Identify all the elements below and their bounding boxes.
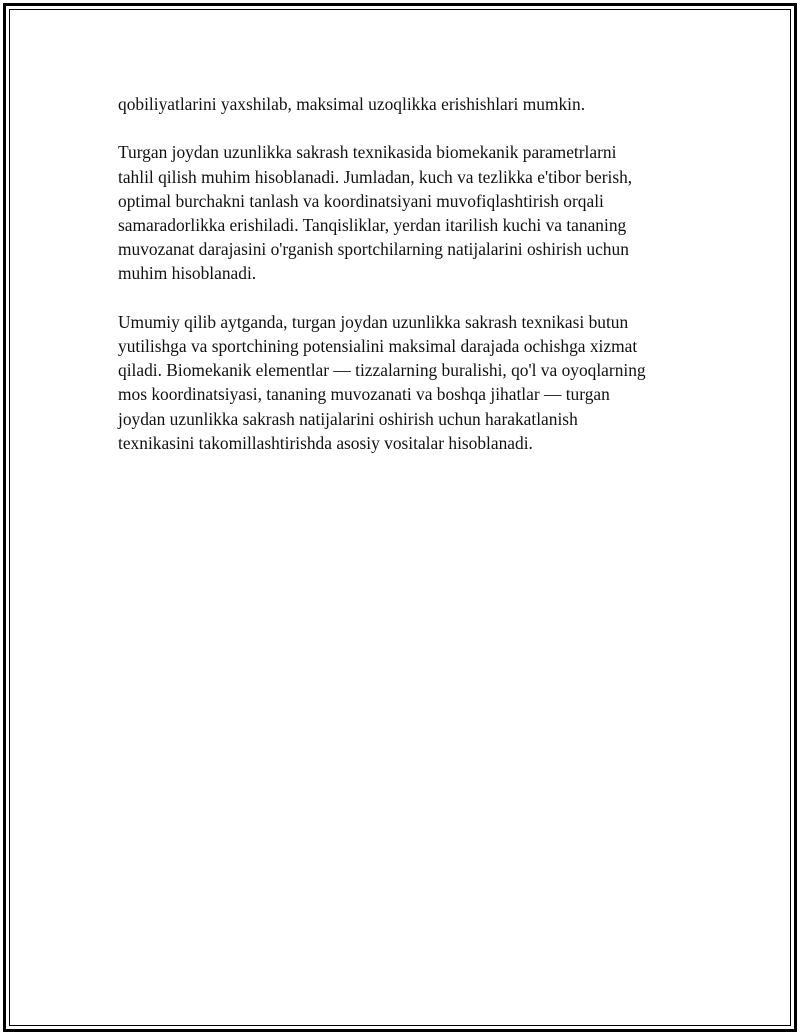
- paragraph-1: [118, 92, 688, 116]
- text-line: optimal burchakni tanlash va koordinatsiyani muvofiqlashtirish orqali: [118, 190, 604, 211]
- text-line: mos koordinatsiyasi, tananing muvozanati va boshqa jihatlar — turgan: [118, 384, 610, 405]
- text-line: texnikasini takomillashtirishda asosiy vositalar hisoblanadi.: [118, 432, 533, 453]
- text-line: Turgan joydan uzunlikka sakrash texnikasida biomekanik parametrlarni: [118, 142, 617, 163]
- text-line: qobiliyatlarini yaxshilab, maksimal uzoqlikka erishishlari mumkin.: [118, 94, 586, 114]
- text-line: yutilishga va sportchining potensialini maksimal darajada ochishga xizmat: [118, 336, 638, 356]
- text-line: muvozanat darajasini o'rganish sportchilarning natijalarini oshirish uchun: [118, 239, 629, 260]
- paragraph-2: [118, 140, 688, 285]
- text-line: qiladi. Biomekanik elementlar — tizzalarning buralishi, qo'l va oyoqlarning: [118, 360, 646, 381]
- text-line: muhim hisoblanadi.: [118, 263, 257, 284]
- paragraph-3: [118, 310, 688, 455]
- text-line: joydan uzunlikka sakrash natijalarini oshirish uchun harakatlanish: [118, 408, 578, 429]
- text-line: tahlil qilish muhim hisoblanadi. Jumladan, kuch va tezlikka e'tibor berish,: [118, 166, 633, 187]
- text-line: samaradorlikka erishiladi. Tanqisliklar, yerdan itarilish kuchi va tananing: [118, 215, 627, 235]
- text-line: Umumiy qilib aytganda, turgan joydan uzunlikka sakrash texnikasi butun: [118, 311, 629, 332]
- page-content: [118, 92, 688, 479]
